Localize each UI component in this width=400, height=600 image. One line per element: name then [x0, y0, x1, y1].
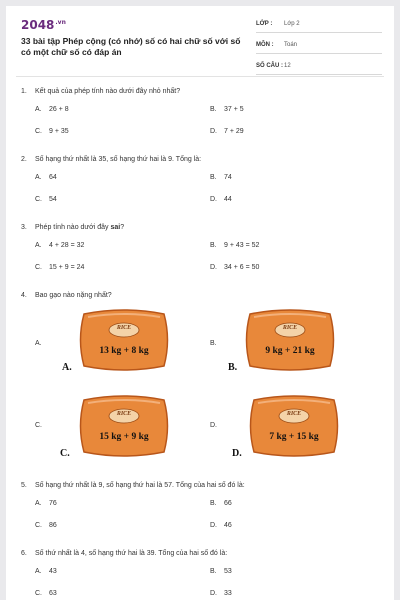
rice-bag-d[interactable]: RICE 7 kg + 15 kg [246, 394, 342, 458]
question-3: 3. Phép tính nào dưới đây sai? [21, 224, 125, 231]
question-6: 6. Số thứ nhất là 4, số hạng thứ hai là 39. Tổng của hai số đó là: [21, 550, 228, 557]
q5-option-c[interactable]: C. 86 [35, 522, 57, 529]
site-logo[interactable]: $2048^{.vn}$ [21, 18, 66, 32]
meta-panel [256, 18, 382, 81]
q5-option-a[interactable]: A. 76 [35, 500, 57, 507]
q6-option-c[interactable]: C. 63 [35, 590, 57, 597]
rice-bag-icon [246, 394, 342, 458]
rice-bag-b[interactable]: RICE 9 kg + 21 kg [242, 308, 338, 372]
q2-option-b[interactable]: B. 74 [210, 174, 232, 181]
q3-option-d[interactable]: D. 34 + 6 = 50 [210, 264, 260, 271]
q4-option-c[interactable]: C. [35, 422, 42, 429]
rice-bag-icon [242, 308, 338, 372]
q3-option-c[interactable]: C. 15 + 9 = 24 [35, 264, 85, 271]
bag-a-text: 13 kg + 8 kg [99, 346, 149, 356]
q4-option-a[interactable]: A. [35, 340, 42, 347]
worksheet-page [6, 6, 394, 600]
question-2: 2. Số hạng thứ nhất là 35, số hạng thứ hai là 9. Tổng là: [21, 156, 202, 163]
q5-option-b[interactable]: B. 66 [210, 500, 232, 507]
meta-class: LỚP : Lớp 2 [256, 18, 382, 33]
q6-option-b[interactable]: B. 53 [210, 568, 232, 575]
q1-option-d[interactable]: D. 7 + 29 [210, 128, 244, 135]
rice-bag-icon [76, 308, 172, 372]
bag-b-label: B. [228, 362, 238, 373]
q6-option-d[interactable]: D. 33 [210, 590, 232, 597]
q1-option-c[interactable]: C. 9 + 35 [35, 128, 69, 135]
q5-option-d[interactable]: D. 46 [210, 522, 232, 529]
q2-option-c[interactable]: C. 54 [35, 196, 57, 203]
question-1: 1. Kết quả của phép tính nào dưới đây nhỏ nhất? [21, 88, 181, 95]
q1-option-a[interactable]: A. 26 + 8 [35, 106, 69, 113]
meta-count: SỐ CÂU : 12 [256, 60, 382, 75]
q4-option-b[interactable]: B. [210, 340, 217, 347]
bag-c-label: C. [60, 448, 70, 459]
bag-b-text: 9 kg + 21 kg [265, 346, 315, 356]
q2-option-d[interactable]: D. 44 [210, 196, 232, 203]
question-5: 5. Số hạng thứ nhất là 9, số hạng thứ hai là 57. Tổng của hai số đó là: [21, 482, 245, 489]
bag-c-text: 15 kg + 9 kg [99, 432, 149, 442]
rice-bag-a[interactable]: RICE 13 kg + 8 kg [76, 308, 172, 372]
bag-a-label: A. [62, 362, 72, 373]
q6-option-a[interactable]: A. 43 [35, 568, 57, 575]
bag-d-label: D. [232, 448, 242, 459]
q3-option-a[interactable]: A. 4 + 28 = 32 [35, 242, 85, 249]
rice-bag-icon [76, 394, 172, 458]
bag-d-text: 7 kg + 15 kg [269, 432, 319, 442]
q3-option-b[interactable]: B. 9 + 43 = 52 [210, 242, 260, 249]
meta-subject: MÔN : Toán [256, 39, 382, 54]
rice-bag-c[interactable]: RICE 15 kg + 9 kg [76, 394, 172, 458]
q1-option-b[interactable]: B. 37 + 5 [210, 106, 244, 113]
question-4: 4. Bao gạo nào nặng nhất? [21, 292, 112, 299]
q4-option-d[interactable]: D. [210, 422, 217, 429]
document-title: 33 bài tập Phép cộng (có nhớ) số có hai chữ số với số có một chữ số có đáp án [21, 36, 241, 57]
header-divider [16, 76, 384, 77]
q2-option-a[interactable]: A. 64 [35, 174, 57, 181]
